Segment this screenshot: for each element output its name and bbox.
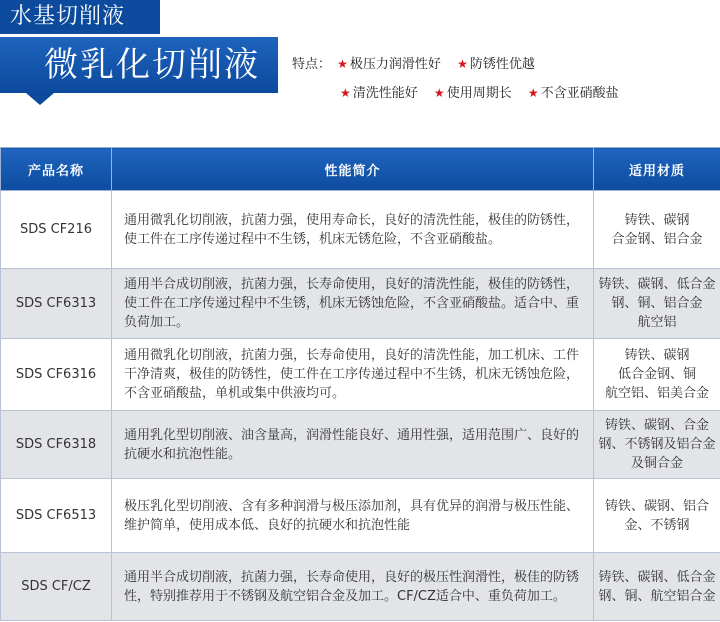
product-intro: 通用乳化型切削液、油含量高，润滑性能良好、通用性强，适用范围广、良好的抗硬水和抗泡性能。 xyxy=(112,411,594,479)
product-title: 微乳化切削液 xyxy=(0,37,278,93)
header-product-name: 产品名称 xyxy=(1,148,112,191)
feature-item xyxy=(528,79,619,108)
product-intro: 通用半合成切削液，抗菌力强，长寿命使用，良好的极压性润滑性，极佳的防锈性，特别推荐用于不锈钢及航空铝合金及加工。CF/CZ适合中、重负荷加工。 xyxy=(112,553,594,621)
star-icon: ★ xyxy=(340,86,351,100)
table-row xyxy=(1,339,720,411)
product-material: 铸铁、碳钢、低合金钢、铜、航空铝合金 xyxy=(594,553,720,621)
features-list xyxy=(292,50,712,108)
product-material: 铸铁、碳钢 合金钢、铝合金 xyxy=(594,191,720,269)
product-intro: 通用微乳化切削液，抗菌力强，使用寿命长，良好的清洗性能，极佳的防锈性，使工件在工序传递过程中不生锈，机床无锈危险，不含亚硝酸盐。 xyxy=(112,191,594,269)
product-name: SDS CF216 xyxy=(1,191,112,269)
product-name: SDS CF6316 xyxy=(1,339,112,411)
category-title: 水基切削液 xyxy=(0,0,160,34)
header-material: 适用材质 xyxy=(594,148,720,191)
feature-text: 使用周期长 xyxy=(446,86,512,101)
table-row xyxy=(1,411,720,479)
feature-text: 不含亚硝酸盐 xyxy=(540,86,619,101)
product-intro: 通用半合成切削液，抗菌力强，长寿命使用，良好的清洗性能，极佳的防锈性，使工件在工序传递过程中不生锈，机床无锈蚀危险，不含亚硝酸盐。适合中、重负荷加工。 xyxy=(112,269,594,339)
star-icon: ★ xyxy=(527,86,539,100)
feature-item xyxy=(337,50,441,79)
product-intro: 极压乳化型切削液、含有多种润滑与极压添加剂，具有优异的润滑与极压性能、维护简单，使用成本低、良好的抗硬水和抗泡性能 xyxy=(112,479,594,553)
product-material: 铸铁、碳钢、铝合金、不锈钢 xyxy=(594,479,720,553)
star-icon: ★ xyxy=(457,57,468,71)
features-label: 特点： xyxy=(292,57,332,72)
feature-text: 极压力润滑性好 xyxy=(349,57,441,72)
star-icon: ★ xyxy=(433,86,445,100)
feature-item xyxy=(434,79,512,108)
product-name: SDS CF/CZ xyxy=(1,553,112,621)
product-material: 铸铁、碳钢、合金钢、不锈钢及铝合金及铜合金 xyxy=(594,411,720,479)
table-row xyxy=(1,269,720,339)
feature-item xyxy=(457,50,535,79)
product-name: SDS CF6313 xyxy=(1,269,112,339)
table-row xyxy=(1,191,720,269)
feature-item xyxy=(340,79,418,108)
product-material: 铸铁、碳钢、低合金钢、铜、铝合金 航空铝 xyxy=(594,269,720,339)
header-banner xyxy=(0,0,720,130)
table-row xyxy=(1,479,720,553)
table-row xyxy=(1,553,720,621)
product-name: SDS CF6318 xyxy=(1,411,112,479)
feature-text: 防锈性优越 xyxy=(469,57,535,72)
product-table xyxy=(0,147,720,621)
banner-pointer xyxy=(26,93,54,105)
features-row-1 xyxy=(292,50,712,79)
features-row-2 xyxy=(292,79,712,108)
product-material: 铸铁、碳钢 低合金钢、铜 航空铝、铝美合金 xyxy=(594,339,720,411)
star-icon: ★ xyxy=(337,57,348,71)
table-header-row xyxy=(1,148,720,191)
product-intro: 通用微乳化切削液，抗菌力强，长寿命使用，良好的清洗性能，加工机床、工件干净清爽，极佳的防锈性，使工件在工序传递过程中不生锈，机床无锈蚀危险，不含亚硝酸盐，单机或集中供液均可。 xyxy=(112,339,594,411)
feature-text: 清洗性能好 xyxy=(352,86,418,101)
header-description: 性能简介 xyxy=(112,148,594,191)
product-name: SDS CF6513 xyxy=(1,479,112,553)
